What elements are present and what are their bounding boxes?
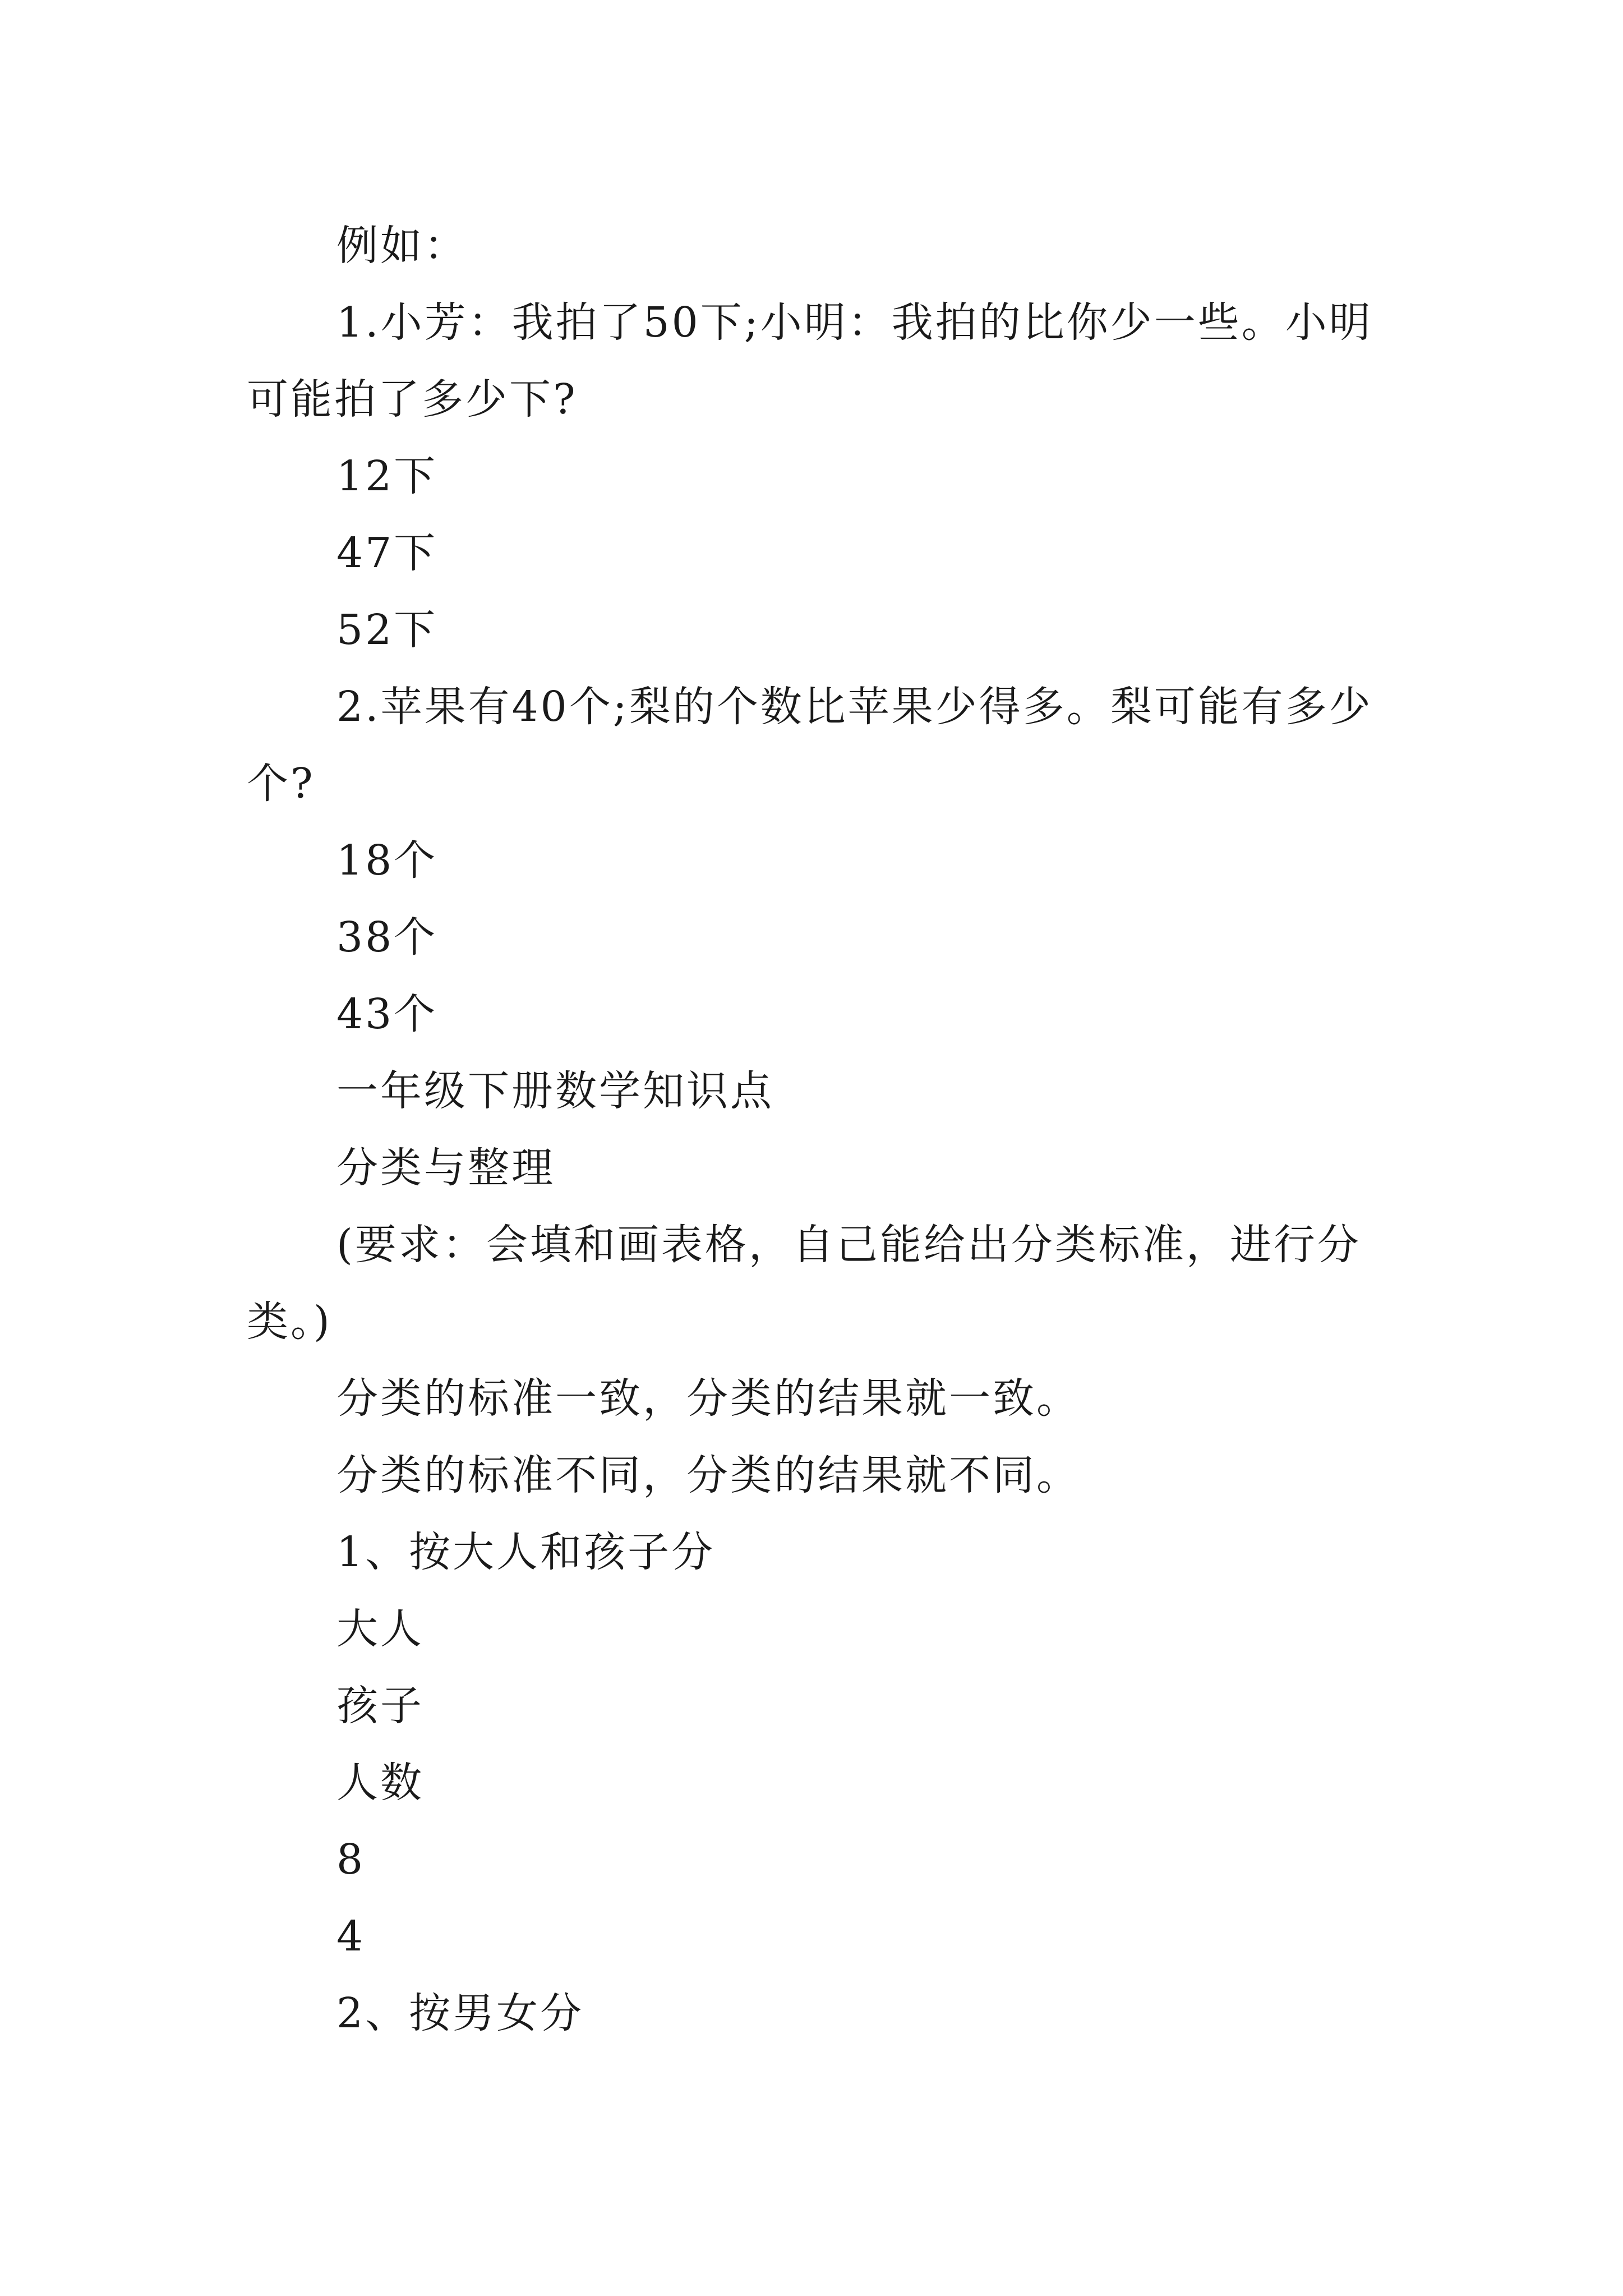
document-body [247, 208, 1385, 2052]
paragraph-count-children: 4 [336, 1912, 366, 1961]
paragraph-method-1: 1、按大人和孩子分 [336, 1528, 716, 1576]
paragraph-people-count: 人数 [336, 1759, 424, 1807]
paragraph-option-2b: 38个 [336, 913, 438, 961]
paragraph-option-1b: 47下 [336, 529, 438, 577]
paragraph-rule-different: 分类的标准不同，分类的结果就不同。 [336, 1451, 1080, 1499]
paragraph-requirement: (要求：会填和画表格，自己能给出分类标准，进行分类。) [247, 1221, 1361, 1346]
paragraph-adults: 大人 [336, 1605, 424, 1653]
paragraph-section-title: 一年级下册数学知识点 [336, 1067, 774, 1115]
paragraph-children: 孩子 [336, 1682, 424, 1730]
paragraph-method-2: 2、按男女分 [336, 1989, 584, 2037]
paragraph-question-2: 2.苹果有40个;梨的个数比苹果少得多。梨可能有多少个? [247, 683, 1373, 808]
paragraph-topic-title: 分类与整理 [336, 1144, 555, 1192]
paragraph-option-1a: 12下 [336, 452, 438, 500]
paragraph-option-2a: 18个 [336, 836, 438, 885]
paragraph-question-1: 1.小芳：我拍了50下;小明：我拍的比你少一些。小明可能拍了多少下? [247, 298, 1373, 424]
paragraph-option-2c: 43个 [336, 990, 438, 1038]
paragraph-rule-same: 分类的标准一致，分类的结果就一致。 [336, 1374, 1080, 1423]
paragraph-option-1c: 52下 [336, 606, 438, 654]
paragraph-example-heading: 例如： [336, 222, 468, 270]
paragraph-count-adults: 8 [336, 1835, 366, 1884]
